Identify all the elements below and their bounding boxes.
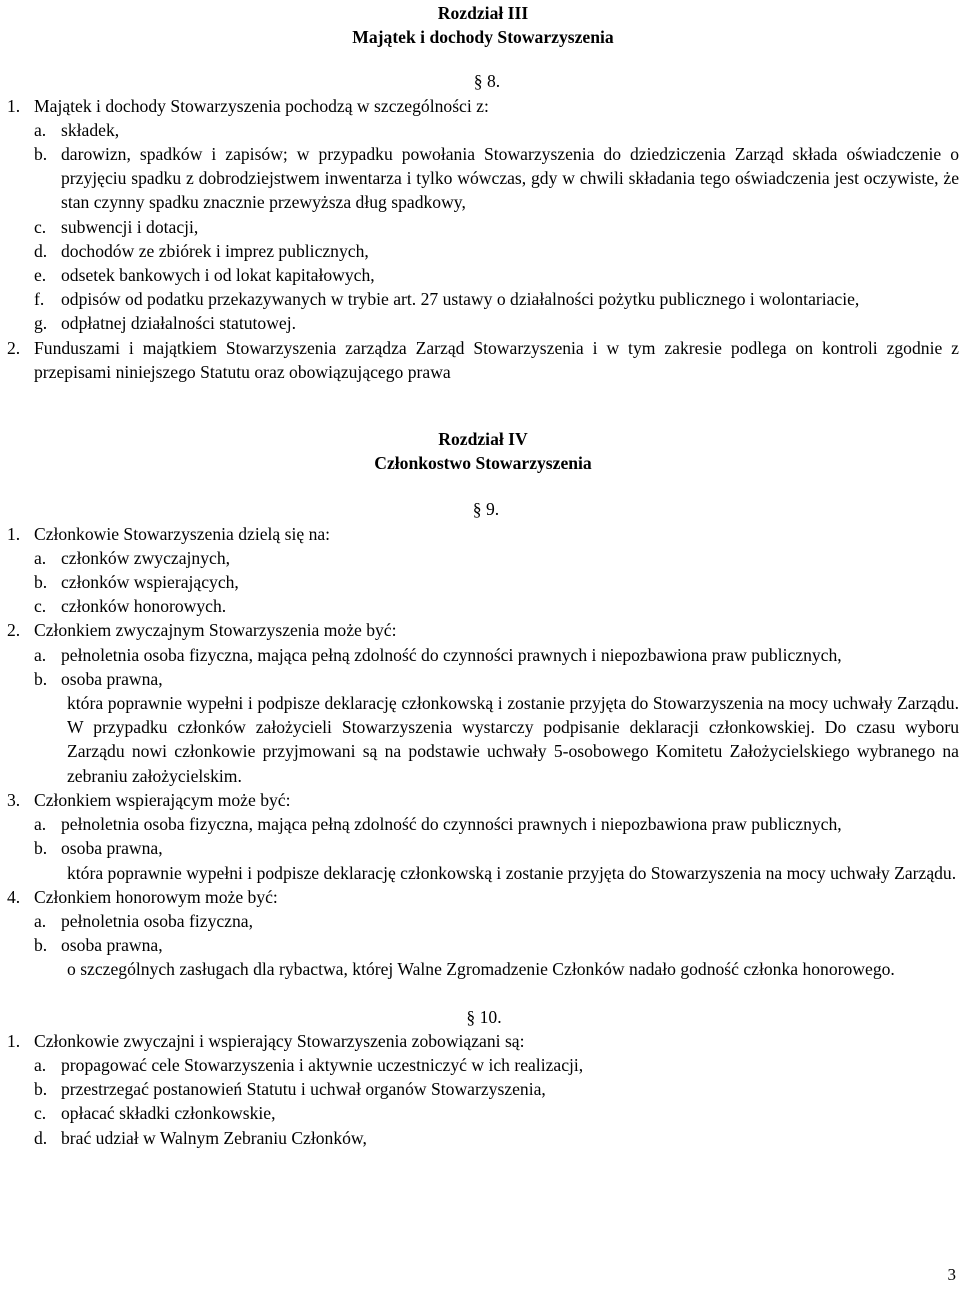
list-item xyxy=(34,215,959,239)
page-number: 3 xyxy=(947,1264,956,1284)
list-item xyxy=(34,118,959,142)
item-continuation: o szczególnych zasługach dla rybactwa, której Walne Zgromadzenie Członków nadało godność członka honorowego. xyxy=(67,959,895,980)
paragraph-number: § 10. xyxy=(466,1006,502,1027)
item-text: Członkiem zwyczajnym Stowarzyszenia może być: xyxy=(34,620,397,641)
item-text: odpłatnej działalności statutowej. xyxy=(61,313,297,334)
item-letter: c. xyxy=(34,596,47,617)
list-item xyxy=(34,909,959,933)
item-letter: d. xyxy=(34,240,48,261)
item-number: 3. xyxy=(7,789,21,810)
list-item xyxy=(7,618,959,642)
item-text: członków wspierających, xyxy=(61,572,239,593)
item-text: Członkiem wspierającym może być: xyxy=(34,789,291,810)
item-letter: a. xyxy=(34,910,47,931)
list-item xyxy=(7,1029,959,1053)
list-item xyxy=(34,1077,959,1101)
item-text: osoba prawna, xyxy=(61,935,163,956)
paragraph-number: § 9. xyxy=(472,499,500,520)
paragraph-number: § 8. xyxy=(473,71,501,92)
item-letter: a. xyxy=(34,644,47,665)
item-letter: c. xyxy=(34,1103,47,1124)
item-number: 2. xyxy=(7,337,21,358)
item-letter: b. xyxy=(34,144,48,165)
item-letter: c. xyxy=(34,216,47,237)
list-item xyxy=(34,667,959,691)
item-letter: e. xyxy=(34,265,47,286)
item-number: 2. xyxy=(7,620,21,641)
list-item xyxy=(34,287,959,311)
item-text: składek, xyxy=(61,119,120,140)
item-letter: b. xyxy=(34,935,48,956)
chapter-subtitle: Majątek i dochody Stowarzyszenia xyxy=(352,27,614,48)
item-text: subwencji i dotacji, xyxy=(61,216,199,237)
list-item xyxy=(7,788,959,812)
item-letter: a. xyxy=(34,1054,47,1075)
item-number: 1. xyxy=(7,523,21,544)
item-text: pełnoletnia osoba fizyczna, xyxy=(61,910,253,931)
list-item xyxy=(34,546,959,570)
item-number: 1. xyxy=(7,95,21,116)
item-letter: a. xyxy=(34,547,47,568)
chapter-subtitle: Członkostwo Stowarzyszenia xyxy=(374,453,592,474)
item-text: Majątek i dochody Stowarzyszenia pochodzą w szczególności z: xyxy=(34,95,489,116)
list-item xyxy=(7,336,959,384)
item-text: Funduszami i majątkiem Stowarzyszenia zarządza Zarząd Stowarzyszenia i w tym zakresie podlega on kontroli zgodnie z przepisami niniejszego Statutu oraz obowiązującego prawa xyxy=(34,337,959,382)
item-text: opłacać składki członkowskie, xyxy=(61,1103,276,1124)
chapter-title: Rozdział III xyxy=(437,3,529,23)
item-text: darowizn, spadków i zapisów; w przypadku powołania Stowarzyszenia do dziedziczenia Zarząd składa oświadczenie o przyjęciu spadku z dobrodziejstwem inwentarza i tylko wówczas, gdy w chwili składania tego oświadczenia jest oczywiste, że stan czynny spadku znacznie przewyższa dług spadkowy, xyxy=(61,144,959,213)
item-text: Członkowie zwyczajni i wspierający Stowarzyszenia zobowiązani są: xyxy=(34,1030,525,1051)
item-letter: b. xyxy=(34,838,48,859)
item-letter: b. xyxy=(34,668,48,689)
list-item xyxy=(34,594,959,618)
list-item xyxy=(34,1053,959,1077)
list-item xyxy=(7,885,959,909)
item-text: brać udział w Walnym Zebraniu Członków, xyxy=(61,1127,367,1148)
item-text: pełnoletnia osoba fizyczna, mająca pełną zdolność do czynności prawnych i niepozbawiona praw publicznych, xyxy=(61,814,842,835)
item-text: członków honorowych. xyxy=(61,596,227,617)
item-text: osoba prawna, xyxy=(61,668,163,689)
item-letter: a. xyxy=(34,814,47,835)
item-letter: b. xyxy=(34,1079,48,1100)
item-text: Członkiem honorowym może być: xyxy=(34,886,278,907)
item-continuation: która poprawnie wypełni i podpisze deklarację członkowską i zostanie przyjęta do Stowarzyszenia na mocy uchwały Zarządu. xyxy=(67,862,957,883)
chapter-title: Rozdział IV xyxy=(438,429,528,450)
item-text: członków zwyczajnych, xyxy=(61,547,231,568)
item-letter: a. xyxy=(34,119,47,140)
list-item xyxy=(34,142,959,215)
list-item xyxy=(34,933,959,957)
list-item xyxy=(7,94,959,118)
item-number: 4. xyxy=(7,886,21,907)
item-text: pełnoletnia osoba fizyczna, mająca pełną zdolność do czynności prawnych i niepozbawiona praw publicznych, xyxy=(61,644,842,665)
item-continuation: która poprawnie wypełni i podpisze deklarację członkowską i zostanie przyjęta do Stowarzyszenia na mocy uchwały Zarządu. W przypadku członków założycieli Stowarzyszenia wystarczy podpisanie deklaracji członkowskiej. Do czasu wyboru Zarządu nowi członkowie przyjmowani są na podstawie uchwały 5-osobowego Komitetu Założycielskiego wybranego na zebraniu założycielskim. xyxy=(67,693,959,786)
item-letter: f. xyxy=(34,289,45,310)
list-item xyxy=(34,1126,959,1150)
item-text: przestrzegać postanowień Statutu i uchwał organów Stowarzyszenia, xyxy=(61,1079,546,1100)
list-item xyxy=(7,522,959,546)
list-item xyxy=(34,239,959,263)
list-item xyxy=(34,643,959,667)
item-text: propagować cele Stowarzyszenia i aktywnie uczestniczyć w ich realizacji, xyxy=(61,1054,584,1075)
item-letter: b. xyxy=(34,572,48,593)
list-item xyxy=(34,311,959,335)
list-item xyxy=(34,570,959,594)
item-text: osoba prawna, xyxy=(61,838,163,859)
list-item xyxy=(34,812,959,836)
item-text: dochodów ze zbiórek i imprez publicznych, xyxy=(61,240,369,261)
list-item xyxy=(34,1101,959,1125)
item-letter: g. xyxy=(34,313,48,334)
item-number: 1. xyxy=(7,1030,21,1051)
document-page xyxy=(7,0,959,1150)
item-text: odpisów od podatku przekazywanych w trybie art. 27 ustawy o działalności pożytku publicznego i wolontariacie, xyxy=(61,289,860,310)
list-item xyxy=(34,836,959,860)
item-letter: d. xyxy=(34,1127,48,1148)
list-item xyxy=(34,263,959,287)
item-text: odsetek bankowych i od lokat kapitałowych, xyxy=(61,265,375,286)
item-text: Członkowie Stowarzyszenia dzielą się na: xyxy=(34,523,331,544)
